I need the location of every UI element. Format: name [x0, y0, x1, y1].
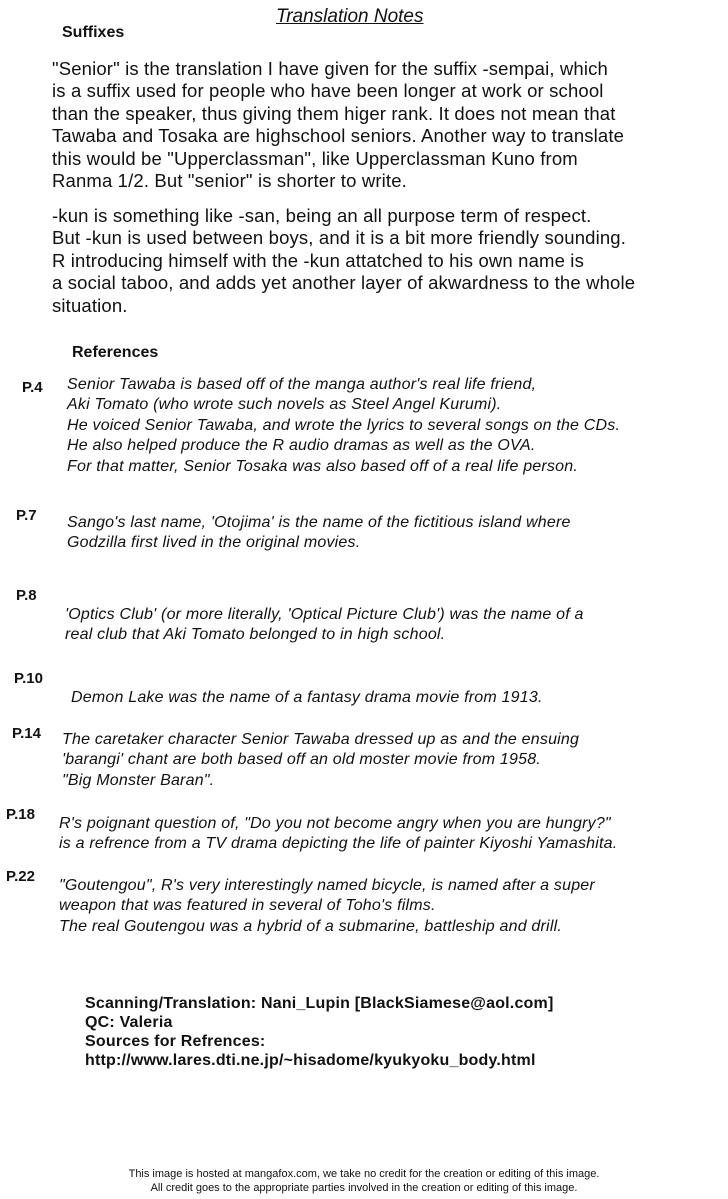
paragraph-line: this would be "Upperclassman", like Upperclassman Kuno from [52, 147, 578, 169]
reference-page-label: P.10 [14, 670, 43, 687]
paragraph-line: Ranma 1/2. But "senior" is shorter to write. [52, 170, 407, 192]
reference-line: R's poignant question of, "Do you not become angry when you are hungry?" [59, 815, 611, 832]
paragraph-line: than the speaker, thus giving them higer rank. It does not mean that [52, 102, 616, 124]
page-title: Translation Notes [276, 6, 424, 27]
paragraph-line: R introducing himself with the -kun attatched to his own name is [52, 249, 584, 271]
reference-page-label: P.8 [16, 587, 37, 604]
footer-disclaimer [0, 1168, 728, 1195]
paragraph-line: -kun is something like -san, being an all purpose term of respect. [52, 205, 592, 226]
reference-page-label: P.4 [22, 379, 43, 396]
credits-sources-line: Sources for Refrences: [85, 1033, 266, 1050]
suffixes-paragraph-2 [52, 205, 635, 317]
reference-text [59, 876, 595, 937]
reference-line: Senior Tawaba is based off of the manga author's real life friend, [67, 376, 537, 393]
credits-source-url: http://www.lares.dti.ne.jp/~hisadome/kyukyoku_body.html [85, 1052, 536, 1069]
paragraph-line: But -kun is used between boys, and it is a bit more friendly sounding. [52, 227, 627, 249]
credits-block [85, 994, 553, 1070]
reference-line: Demon Lake was the name of a fantasy drama movie from 1913. [71, 689, 543, 706]
paragraph-line: Tawaba and Tosaka are highschool seniors. Another way to translate [52, 125, 625, 147]
paragraph-line: a social taboo, and adds yet another layer of akwardness to the whole [52, 272, 636, 294]
paragraph-line: is a suffix used for people who have been longer at work or school [52, 80, 604, 102]
reference-text [67, 513, 571, 554]
reference-line: The caretaker character Senior Tawaba dressed up as and the ensuing [62, 731, 580, 748]
reference-page-label: P.22 [6, 868, 35, 885]
reference-page-label: P.7 [16, 507, 37, 524]
credits-scanning-line: Scanning/Translation: Nani_Lupin [BlackSiamese@aol.com] [85, 995, 554, 1012]
reference-line: 'Optics Club' (or more literally, 'Optical Picture Club') was the name of a [65, 606, 584, 623]
reference-line: The real Goutengou was a hybrid of a submarine, battleship and drill. [59, 917, 562, 935]
reference-line: Aki Tomato (who wrote such novels as Steel Angel Kurumi). [67, 396, 502, 414]
reference-text [67, 375, 620, 477]
reference-line: For that matter, Senior Tosaka was also based off of a real life person. [67, 457, 578, 475]
reference-text [71, 688, 543, 708]
footer-line: This image is hosted at mangafox.com, we take no credit for the creation or editing of this image. [128, 1168, 600, 1180]
reference-page-label: P.18 [6, 806, 35, 823]
reference-line: is a refrence from a TV drama depicting the life of painter Kiyoshi Yamashita. [59, 835, 618, 853]
reference-page-label: P.14 [12, 725, 41, 742]
reference-line: real club that Aki Tomato belonged to in high school. [65, 626, 446, 644]
credits-qc-line: QC: Valeria [85, 1014, 173, 1031]
reference-line: "Big Monster Baran". [62, 771, 215, 789]
reference-line: He voiced Senior Tawaba, and wrote the lyrics to several songs on the CDs. [67, 416, 621, 434]
reference-line: "Goutengou", R's very interestingly named bicycle, is named after a super [59, 877, 595, 894]
reference-line: weapon that was featured in several of Toho's films. [59, 897, 436, 915]
suffixes-paragraph-1 [52, 58, 624, 192]
reference-line: Godzilla first lived in the original movies. [67, 534, 361, 552]
reference-text [59, 814, 617, 855]
suffixes-heading: Suffixes [62, 24, 125, 41]
reference-text [62, 730, 579, 791]
reference-text [65, 605, 584, 646]
references-heading: References [72, 344, 159, 361]
reference-line: He also helped produce the R audio dramas as well as the OVA. [67, 437, 536, 455]
reference-line: Sango's last name, 'Otojima' is the name of the fictitious island where [67, 514, 571, 531]
reference-line: 'barangi' chant are both based off an old moster movie from 1958. [62, 751, 541, 769]
paragraph-line: "Senior" is the translation I have given for the suffix -sempai, which [52, 58, 608, 79]
footer-line: All credit goes to the appropriate parties involved in the creation or editing of this image. [150, 1181, 578, 1194]
paragraph-line: situation. [52, 294, 128, 316]
